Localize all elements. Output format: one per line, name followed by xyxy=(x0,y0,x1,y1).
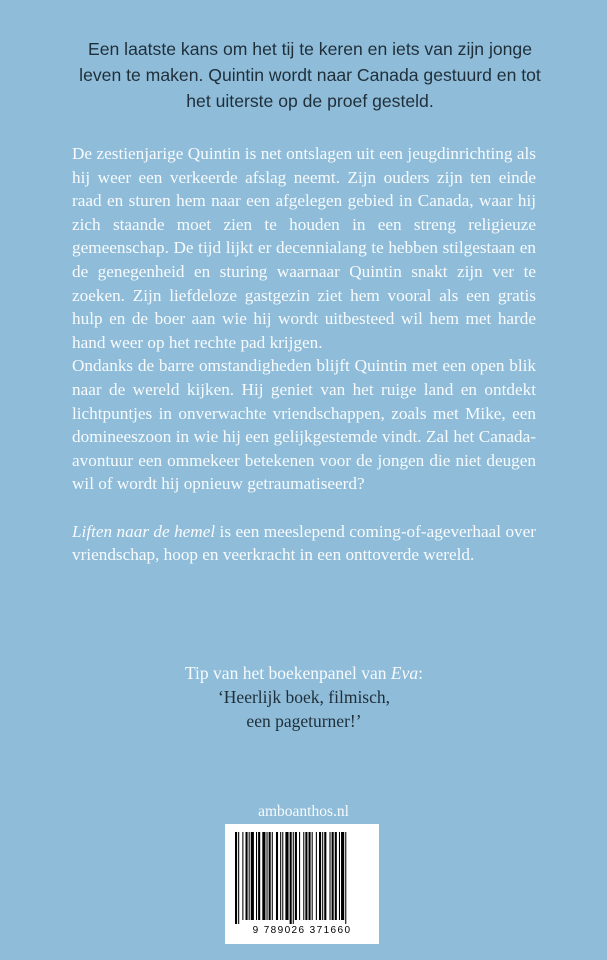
synopsis-paragraph-2: Ondanks de barre omstandigheden blijft Quintin met een open blik naar de wereld kijken. Hij geniet van het ruige land en ontdekt lichtpuntjes in onverwachte vriendschappen, zoals met Mike, een domineeszoon in wie hij een gelijkgestemde vindt. Zal het Canada-avontuur een ommekeer betekenen voor de jongen die niet deugen wil of wordt hij opnieuw getraumatiseerd? xyxy=(72,356,536,494)
magazine-name: Eva xyxy=(390,663,419,683)
synopsis-paragraph-1: De zestienjarige Quintin is net ontslagen uit een jeugdinrichting als hij weer een verkeerde afslag neemt. Zijn ouders zijn ten einde raad en sturen hem naar een afgelegen gebied in Canada, waar hij zich staande moet zien te houden in een streng religieuze gemeenschap. De tijd lijkt er decennialang te hebben stilgestaan en de genegenheid en sturing waarnaar Quintin snakt zijn ver te zoeken. Zijn liefdeloze gastgezin ziet hem vooral als een gratis hulp en de boer aan wie hij wordt uitbesteed wil hem met harde hand weer op het rechte pad krijgen. xyxy=(72,144,536,352)
isbn-barcode xyxy=(225,824,379,944)
tip-line xyxy=(72,662,536,686)
barcode-digits: 9 789026 371660 xyxy=(252,925,352,936)
closing-text: is een meeslepend coming-of-ageverhaal over vriendschap, hoop en veerkracht in een onttoverde wereld. xyxy=(72,521,536,565)
intro-blurb: Een laatste kans om het tij te keren en iets van zijn jonge leven te maken. Quintin wordt naar Canada gestuurd en tot het uiterste op de proef gesteld. xyxy=(79,39,541,111)
tip-suffix: : xyxy=(418,663,423,683)
synopsis xyxy=(72,142,536,567)
publisher-website[interactable]: amboanthos.nl xyxy=(258,803,349,820)
quote-line-2: een pageturner!’ xyxy=(246,710,362,731)
book-title: Liften naar de hemel xyxy=(72,521,216,541)
review-quote xyxy=(72,686,536,733)
synopsis-closing xyxy=(72,520,536,567)
tip-prefix: Tip van het boekenpanel van xyxy=(184,663,391,683)
quote-line-1: ‘Heerlijk boek, filmisch, xyxy=(217,687,391,707)
